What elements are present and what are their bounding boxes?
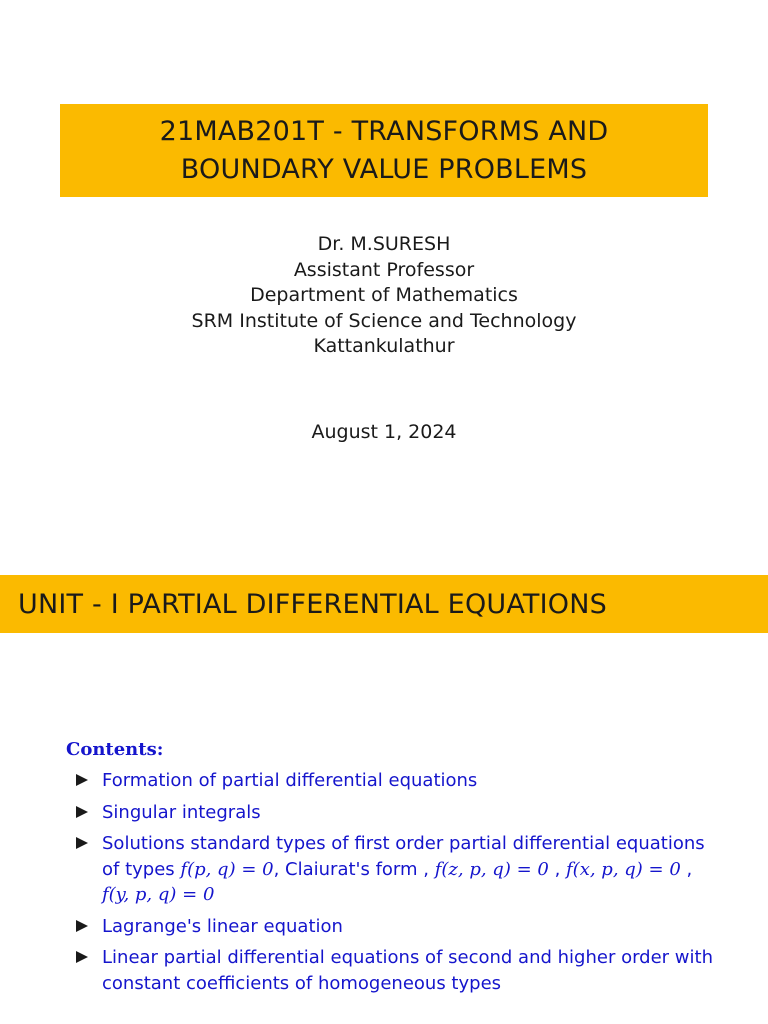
triangle-bullet-icon bbox=[76, 774, 88, 786]
list-item bbox=[74, 831, 714, 908]
triangle-bullet-icon bbox=[76, 920, 88, 932]
triangle-bullet-icon bbox=[76, 806, 88, 818]
contents-list bbox=[74, 768, 714, 1002]
unit-title: UNIT - I PARTIAL DIFFERENTIAL EQUATIONS bbox=[18, 588, 607, 620]
list-item bbox=[74, 945, 714, 996]
list-item-text: Formation of partial differential equations bbox=[102, 770, 478, 791]
list-item-text: Singular integrals bbox=[102, 801, 261, 823]
title-line-2: BOUNDARY VALUE PROBLEMS bbox=[180, 153, 588, 185]
list-item bbox=[74, 914, 714, 940]
contents-heading: Contents: bbox=[66, 739, 164, 760]
triangle-bullet-icon bbox=[76, 837, 88, 849]
equation-f-z-p-q: f(z, p, q) = 0 bbox=[434, 858, 549, 880]
list-item bbox=[74, 800, 714, 826]
list-item-text: Lagrange's linear equation bbox=[102, 915, 343, 937]
author-name: Dr. M.SURESH bbox=[317, 233, 451, 255]
list-item bbox=[74, 768, 714, 794]
triangle-bullet-icon bbox=[76, 951, 88, 963]
unit-banner bbox=[0, 575, 768, 633]
title-banner bbox=[60, 104, 708, 197]
author-block bbox=[0, 232, 768, 360]
equation-f-x-p-q: f(x, p, q) = 0 bbox=[566, 858, 681, 880]
author-designation: Assistant Professor bbox=[293, 258, 475, 281]
title-line-1: 21MAB201T - TRANSFORMS AND bbox=[159, 115, 609, 147]
equation-f-y-p-q: f(y, p, q) = 0 bbox=[102, 884, 215, 905]
author-department: Department of Mathematics bbox=[250, 284, 518, 306]
equation-separator: , bbox=[548, 858, 567, 880]
presentation-date: August 1, 2024 bbox=[311, 421, 457, 443]
author-institution: SRM Institute of Science and Technology bbox=[191, 309, 577, 332]
equation-f-p-q: f(p, q) = 0 bbox=[180, 858, 274, 880]
author-location: Kattankulathur bbox=[313, 335, 455, 357]
list-item-text: Solutions standard types of first order partial differential equations of types bbox=[102, 833, 705, 880]
equation-separator: , bbox=[680, 858, 693, 880]
equation-separator: , Claiurat's form , bbox=[273, 858, 429, 880]
list-item-text: Linear partial differential equations of second and higher order with constant coefficients of homogeneous types bbox=[102, 947, 713, 994]
